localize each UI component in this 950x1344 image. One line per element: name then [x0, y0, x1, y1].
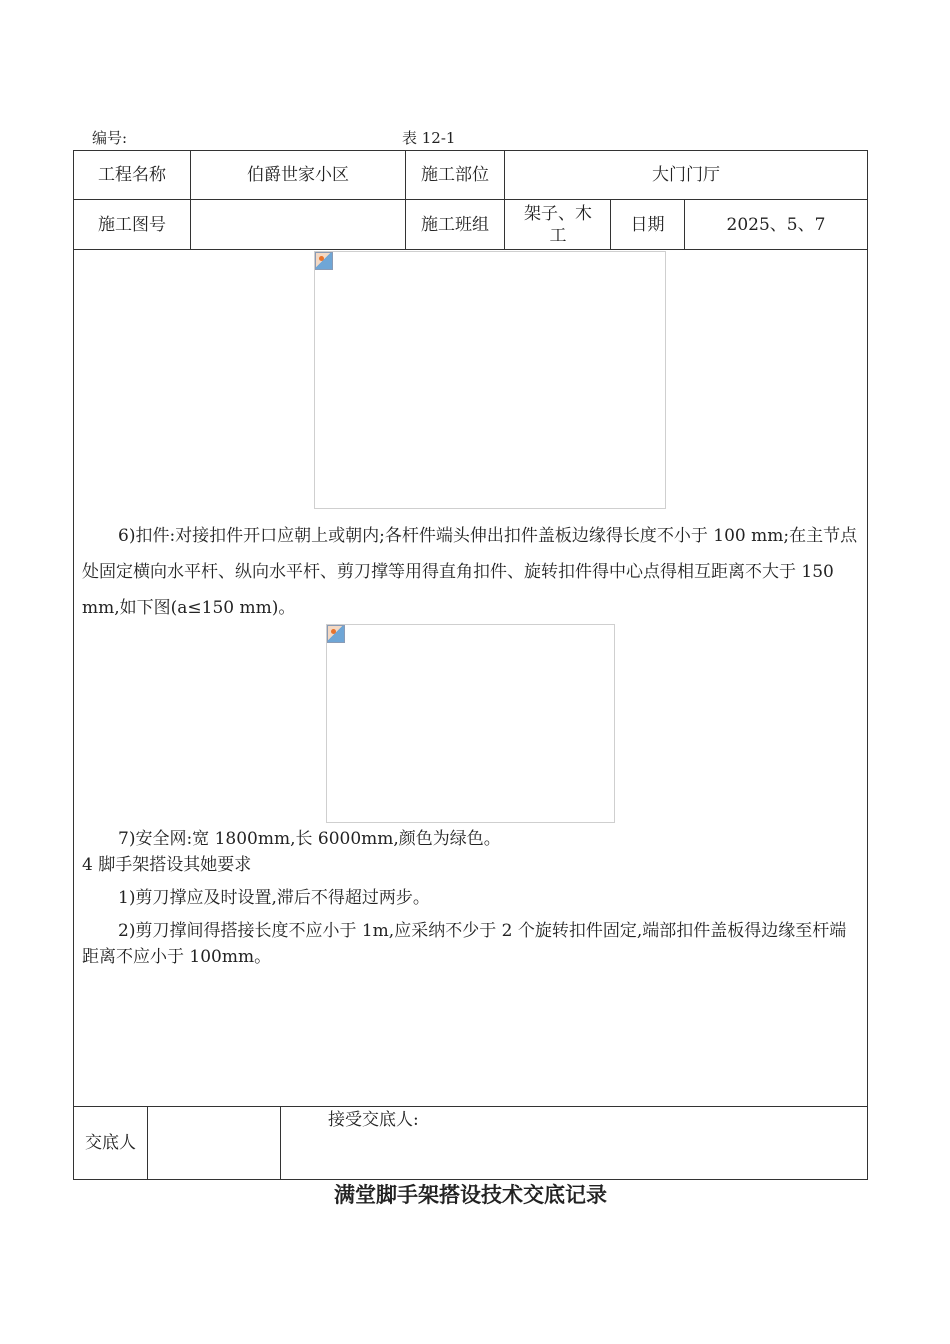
requirement-1-text: 1)剪刀撑应及时设置,滞后不得超过两步。 [118, 888, 430, 908]
receiver-label: 接受交底人: [328, 1110, 419, 1130]
drawing-number-value [191, 200, 405, 249]
item-7-safety-net-text: 7)安全网:宽 1800mm,长 6000mm,颜色为绿色。 [118, 829, 501, 849]
construction-site-value: 大门门厅 [652, 165, 720, 185]
table-divider [280, 1106, 281, 1180]
presenter-value [148, 1107, 280, 1179]
section-4-heading: 4 脚手架搭设其她要求 [82, 855, 252, 875]
item-6-coupler-text: 6)扣件:对接扣件开口应朝上或朝内;各杆件端头伸出扣件盖板边缘得长度不小于 100 mm;在主节点处固定横向水平杆、纵向水平杆、剪刀撑等用得直角扣件、旋转扣件得中心点得相互距离不大于 150 mm,如下图(a≤150 mm)。 [82, 526, 858, 618]
form-number: 表 12-1 [402, 129, 456, 147]
coupler-diagram-image [326, 624, 615, 823]
table-divider [73, 249, 868, 250]
serial-number-label: 编号: [92, 129, 128, 147]
date-value: 2025、5、7 [726, 214, 826, 235]
work-team-label: 施工班组 [421, 214, 489, 235]
diagram-image [314, 251, 666, 509]
drawing-number-label: 施工图号 [98, 214, 166, 235]
work-team-value: 架子、木工 [524, 203, 592, 246]
project-name-label: 工程名称 [98, 165, 166, 185]
construction-site-label: 施工部位 [421, 165, 489, 185]
document-title: 满堂脚手架搭设技术交底记录 [334, 1182, 607, 1207]
broken-image-icon [315, 252, 333, 270]
project-name-value: 伯爵世家小区 [247, 165, 349, 185]
presenter-label: 交底人 [85, 1133, 136, 1153]
broken-image-icon [327, 625, 345, 643]
requirement-2-text: 2)剪刀撑间得搭接长度不应小于 1m,应采纳不少于 2 个旋转扣件固定,端部扣件盖板得边缘至杆端距离不应小于 100mm。 [82, 921, 847, 967]
date-label: 日期 [630, 214, 665, 235]
